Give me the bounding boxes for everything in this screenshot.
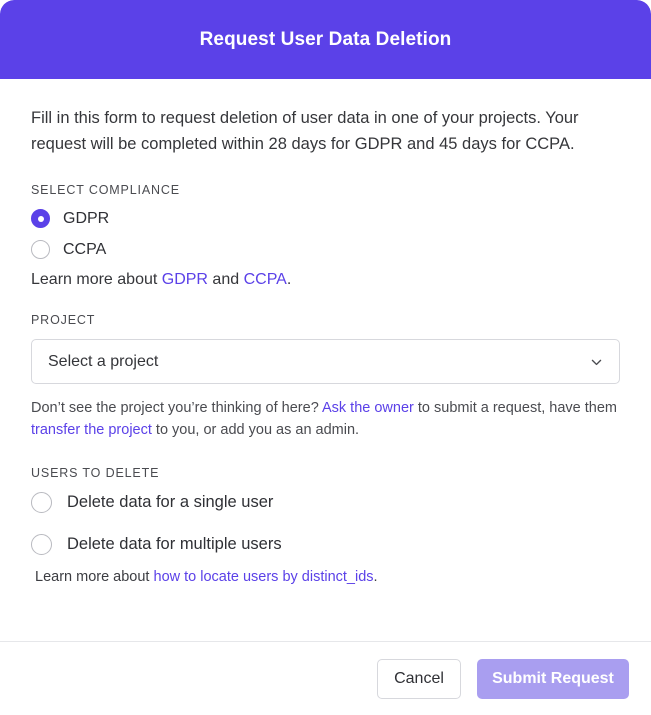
project-hint-prefix: Don’t see the project you’re thinking of here? [31,400,322,416]
compliance-learn-more [31,271,620,289]
modal-header [0,0,651,79]
users-learn-more [35,569,620,585]
users-learn-more-prefix: Learn more about [35,569,154,585]
users-learn-more-suffix: . [373,569,378,585]
users-section-label: USERS TO DELETE [31,466,160,480]
modal-body [0,79,651,642]
radio-option-ccpa[interactable] [31,240,620,259]
project-select[interactable] [31,339,620,384]
link-ask-the-owner[interactable]: Ask the owner [321,400,414,416]
link-gdpr[interactable]: GDPR [161,271,208,288]
radio-single-user-icon[interactable] [31,492,52,513]
radio-gdpr-icon[interactable] [31,209,50,228]
cancel-button[interactable]: Cancel [377,659,461,699]
compliance-learn-more-suffix: . [286,271,292,288]
radio-option-gdpr[interactable] [31,209,620,228]
radio-ccpa-icon[interactable] [31,240,50,259]
compliance-learn-more-prefix: Learn more about [31,271,162,288]
project-hint [31,397,620,441]
project-hint-suffix: to you, or add you as an admin. [151,422,360,438]
link-ccpa[interactable]: CCPA [243,271,287,288]
project-section-label: PROJECT [31,313,96,327]
radio-option-multiple-users[interactable] [31,534,620,555]
radio-multiple-users-icon[interactable] [31,534,52,555]
project-hint-middle: to submit a request, have them [413,400,617,416]
radio-option-single-user[interactable] [31,492,620,513]
link-locate-users-by-distinct-ids[interactable]: how to locate users by distinct_ids [153,569,374,585]
compliance-learn-more-join: and [207,271,244,288]
footer-divider [0,641,651,642]
intro-text: Fill in this form to request deletion of user data in one of your projects. Your request will be completed within 28 days for GDPR and 45 days for CCPA. [31,109,579,153]
radio-gdpr-label: GDPR [63,209,110,227]
project-select-value: Select a project [48,352,159,370]
compliance-section-label: SELECT COMPLIANCE [31,183,180,197]
radio-ccpa-label: CCPA [63,240,107,258]
radio-single-user-label: Delete data for a single user [67,493,274,511]
submit-request-button[interactable]: Submit Request [477,659,629,699]
link-transfer-the-project[interactable]: transfer the project [31,422,152,438]
page-title: Request User Data Deletion [199,28,452,50]
radio-multiple-users-label: Delete data for multiple users [67,535,282,553]
chevron-down-icon [590,355,603,368]
modal-footer [0,642,651,715]
